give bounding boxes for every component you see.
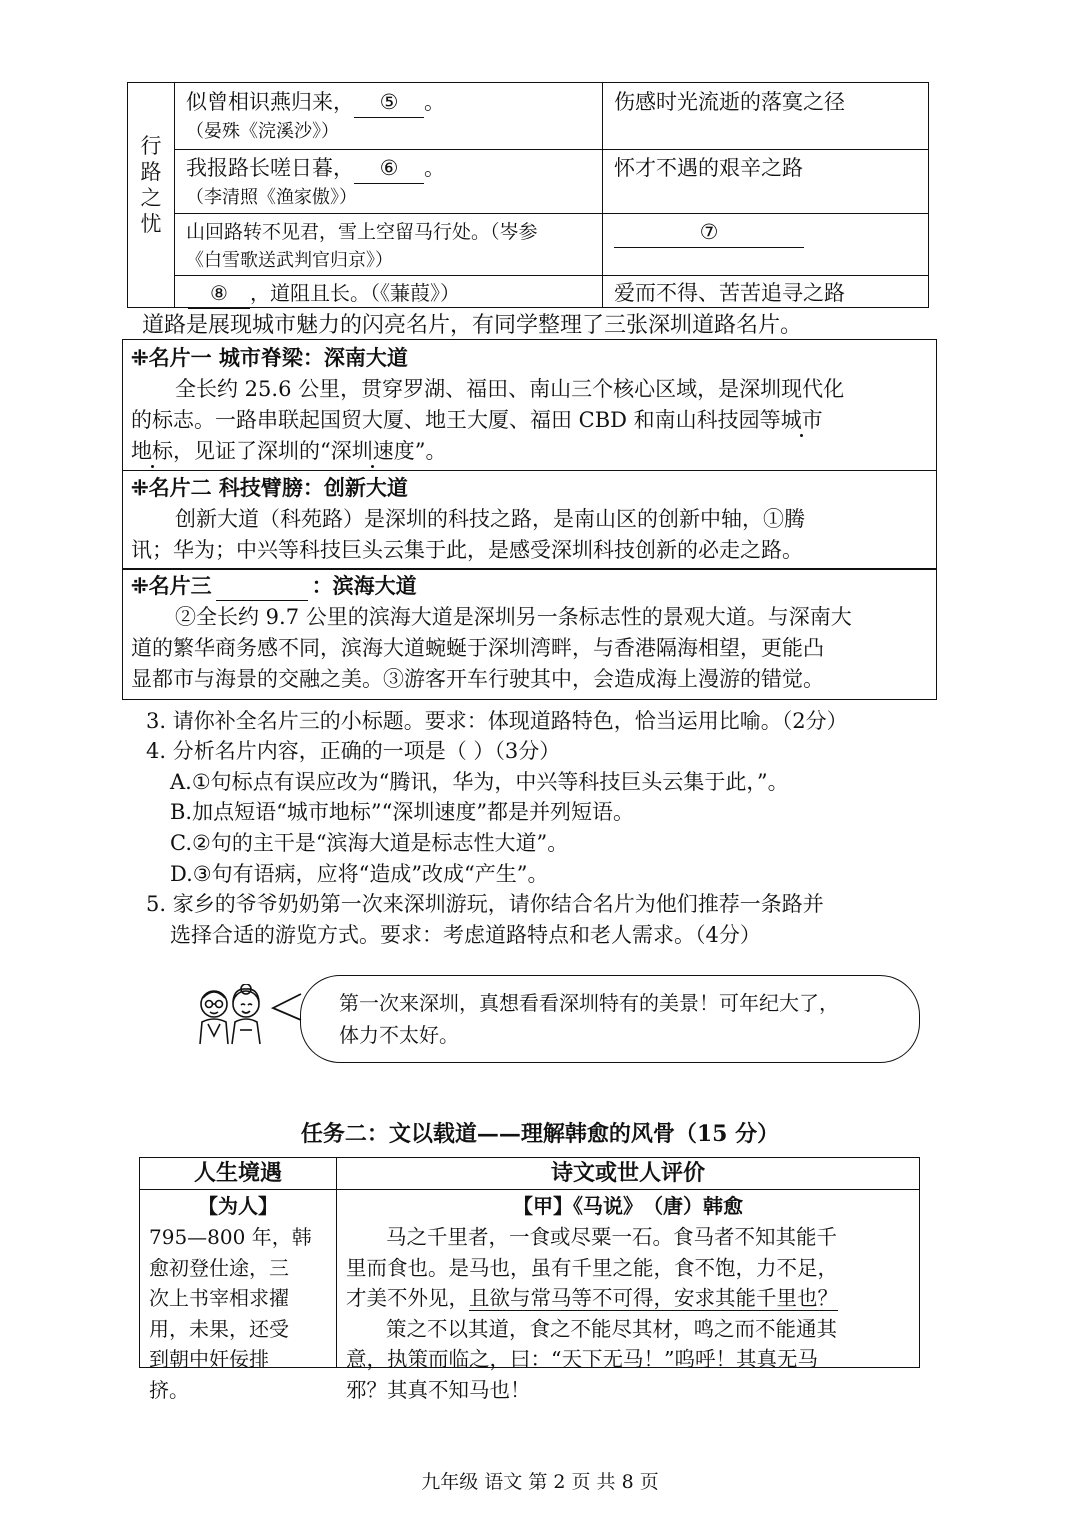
- column-header: 诗文或世人评价: [550, 1160, 705, 1186]
- side-label: 行 路 之 忧: [140, 134, 162, 236]
- question-4: 4. 分析名片内容，正确的一项是（ ）（3分）: [146, 739, 561, 763]
- hanyu-table: [139, 1157, 920, 1402]
- speech-bubble: [300, 975, 920, 1063]
- flower-icon: ⁜: [131, 475, 149, 500]
- question-5-cont: 选择合适的游览方式。要求：考虑道路特点和老人需求。（4分）: [170, 923, 761, 947]
- card-text: 显都市与海景的交融之美。③游客开车行驶其中，会造成海上漫游的错觉。: [131, 667, 824, 691]
- poem-source: 《白雪歌送武判官归京》）: [186, 250, 393, 271]
- column-header: 人生境遇: [193, 1160, 282, 1186]
- bubble-text: 第一次来深圳，真想看看深圳特有的美景！可年纪大了，: [339, 991, 839, 1015]
- answer-blank[interactable]: ⑤: [354, 87, 424, 118]
- poem-line: ⑧ ，道阻且长。（《蒹葭》）: [188, 278, 460, 309]
- passage-text: 马之千里者，一食或尽粟一石。食马者不知其能千 里而食也。是马也，虽有千里之能，食不饱，力不足， 才美不外见，且欲与常马等不可得，安求其能千里也？ 策之不以其道，食之不能尽其材，鸣之而不能通其 意，执策而临之，曰：“天下无马！”呜呼！其真无马 邪？其真不知马也！: [346, 1225, 838, 1402]
- question-3: 3. 请你补全名片三的小标题。要求：体现道路特色，恰当运用比喻。（2分）: [146, 709, 848, 733]
- answer-blank[interactable]: ⑥: [354, 153, 424, 184]
- theme-cell: 爱而不得、苦苦追寻之路: [614, 281, 845, 305]
- page-footer: 九年级 语文 第 2 页 共 8 页: [421, 1471, 659, 1493]
- road-card-2: [122, 471, 937, 570]
- option-b: B.加点短语“城市地标”“深圳速度”都是并列短语。: [170, 800, 635, 824]
- dotted-phrase: 城市: [780, 408, 823, 432]
- card-text: 道的繁华商务感不同，滨海大道蜿蜒于深圳湾畔，与香港隔海相望，更能凸: [131, 636, 824, 660]
- underlined-sentence: 且欲与常马等不可得，安求其能千里也？: [469, 1286, 838, 1310]
- card-text: 讯；华为；中兴等科技巨头云集于此，是感受深圳科技创新的必走之路。: [131, 538, 803, 562]
- option-a: A.①句标点有误应改为“腾讯，华为，中兴等科技巨头云集于此，”。: [170, 770, 789, 794]
- poem-line: 山回路转不见君，雪上空留马行处。（岑参: [186, 221, 538, 243]
- intro-text: 道路是展现城市魅力的闪亮名片，有同学整理了三张深圳道路名片。: [142, 313, 803, 338]
- theme-cell: [614, 217, 804, 248]
- answer-blank[interactable]: ⑧: [188, 278, 250, 309]
- bubble-tail: [270, 992, 304, 1022]
- road-card-3: [122, 568, 937, 700]
- card-title: ⁜名片三 ：滨海大道: [131, 572, 417, 601]
- answer-blank[interactable]: ⑦: [614, 217, 804, 248]
- table-divider: [602, 83, 603, 307]
- poem-source: （李清照《渔家傲》）: [186, 187, 357, 208]
- poem-line: 似曾相识燕归来， ⑤ 。: [186, 87, 445, 118]
- left-head: 【为人】: [198, 1194, 278, 1218]
- poetry-table: [127, 82, 929, 308]
- card-text: 地标，见证了深圳的“深圳速度”。: [131, 439, 447, 463]
- theme-cell: 怀才不遇的艰辛之路: [614, 156, 803, 180]
- table-divider: [174, 275, 928, 276]
- card-text: 的标志。一路串联起国贸大厦、地王大厦、福田 CBD 和南山科技园等城市: [131, 408, 823, 432]
- poem-source: （晏殊《浣溪沙》）: [186, 121, 339, 142]
- card-title: ⁜名片一 城市脊梁：深南大道: [131, 345, 408, 370]
- option-c: C.②句的主干是“滨海大道是标志性大道”。: [170, 831, 569, 855]
- theme-cell: 伤感时光流逝的落寞之径: [614, 90, 845, 114]
- table-divider: [174, 83, 175, 307]
- title-blank[interactable]: [216, 572, 308, 601]
- table-divider: [174, 213, 928, 214]
- table-divider: [174, 149, 928, 150]
- question-5: 5. 家乡的爷爷奶奶第一次来深圳游玩，请你结合名片为他们推荐一条路并: [146, 892, 824, 916]
- option-d: D.③句有语病，应将“造成”改成“产生”。: [170, 862, 549, 886]
- bubble-text: 体力不太好。: [339, 1023, 459, 1047]
- grandparents-icon: [190, 984, 270, 1046]
- right-head: 【甲】《马说》 （唐）韩愈: [513, 1194, 743, 1218]
- poem-line: 我报路长嗟日暮， ⑥ 。: [186, 153, 445, 184]
- card-title: ⁜名片二 科技臂膀：创新大道: [131, 475, 408, 500]
- flower-icon: ⁜: [131, 345, 149, 370]
- card-text: ②全长约 9.7 公里的滨海大道是深圳另一条标志性的景观大道。与深南大: [175, 605, 852, 629]
- table-divider: [140, 1189, 919, 1190]
- task-2-title: 任务二：文以载道——理解韩愈的风骨（15 分）: [300, 1121, 780, 1147]
- dotted-phrase: 深圳速度: [330, 439, 415, 463]
- left-text: 795—800 年，韩 愈初登仕途，三 次上书宰相求擢 用，未果，还受 到朝中奸佞排 挤。: [149, 1225, 312, 1402]
- card-text: 创新大道（科苑路）是深圳的科技之路，是南山区的创新中轴，①腾: [175, 507, 805, 531]
- dotted-phrase: 地标: [131, 439, 173, 463]
- road-card-1: [122, 339, 937, 471]
- flower-icon: ⁜: [131, 573, 149, 598]
- card-text: 全长约 25.6 公里，贯穿罗湖、福田、南山三个核心区域，是深圳现代化: [175, 377, 845, 401]
